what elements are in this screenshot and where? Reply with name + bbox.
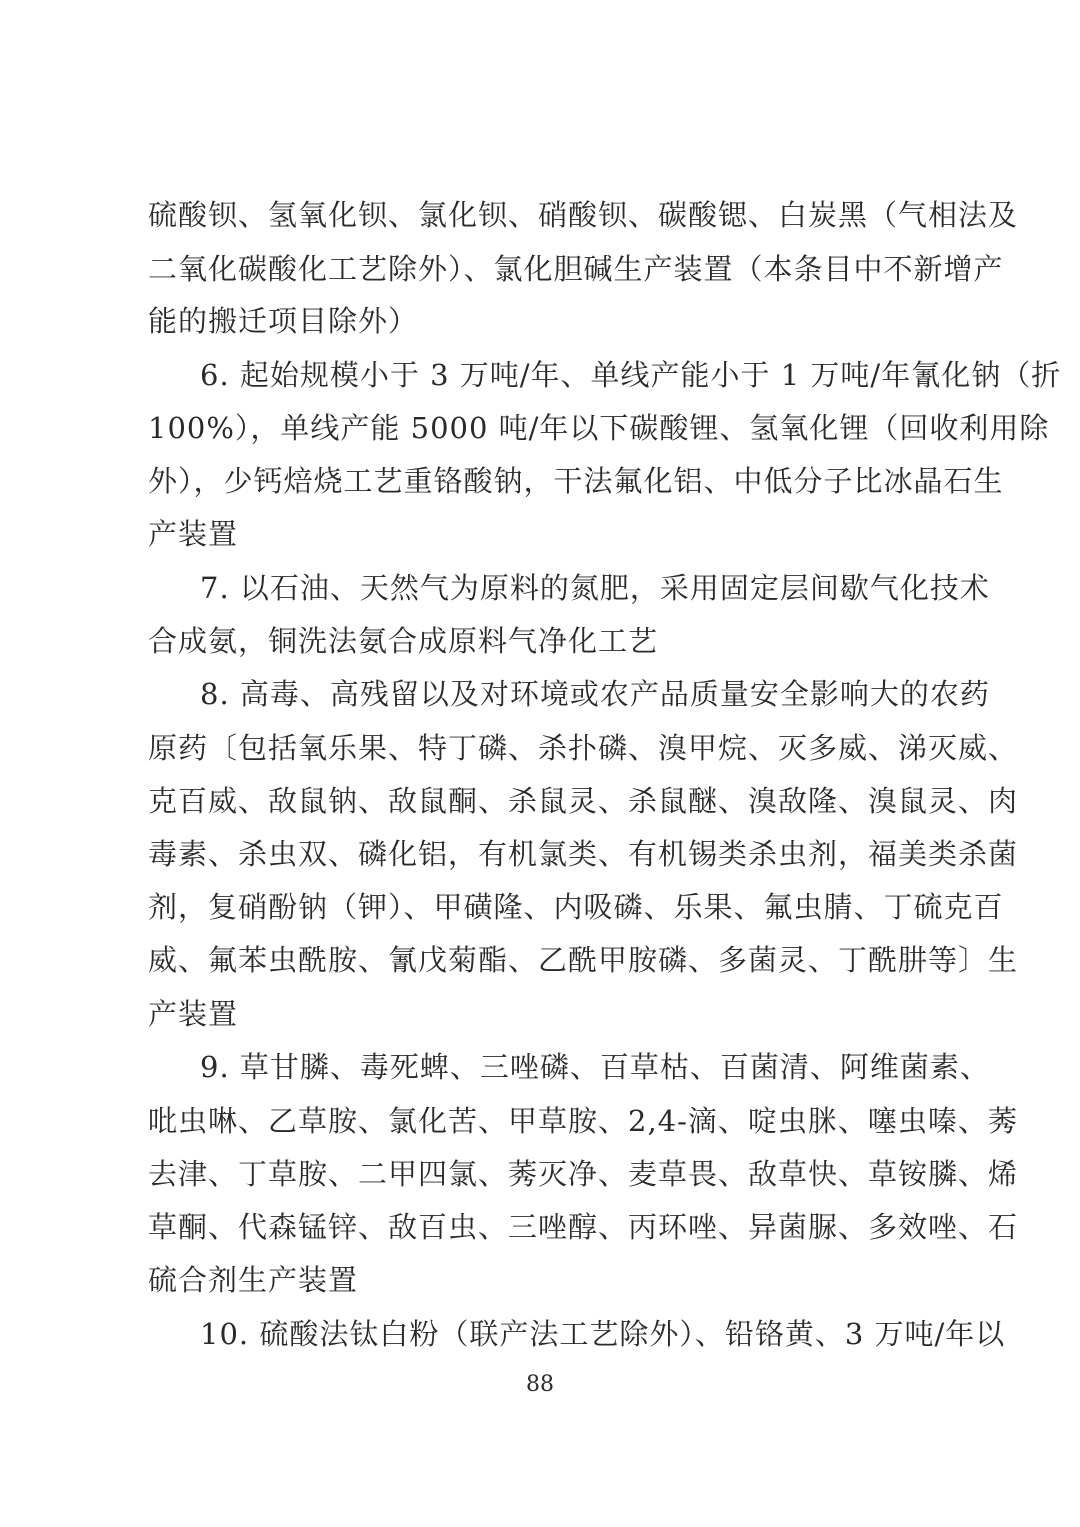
text-line: 原药〔包括氧乐果、特丁磷、杀扑磷、溴甲烷、灭多威、涕灭威、: [148, 731, 1019, 765]
text-line: 7. 以石油、天然气为原料的氮肥，采用固定层间歇气化技术: [200, 571, 990, 605]
text-line: 硫合剂生产装置: [148, 1263, 359, 1297]
text-line: 100%），单线产能 5000 吨/年以下碳酸锂、氢氧化锂（回收利用除: [148, 411, 1050, 445]
text-line: 能的搬迁项目除外）: [148, 304, 419, 338]
text-line: 硫酸钡、氢氧化钡、氯化钡、硝酸钡、碳酸锶、白炭黑（气相法及: [148, 198, 1019, 232]
text-line: 毒素、杀虫双、磷化铝，有机氯类、有机锡类杀虫剂，福美类杀菌: [148, 837, 1019, 871]
text-line: 9. 草甘膦、毒死蜱、三唑磷、百草枯、百菌清、阿维菌素、: [200, 1050, 990, 1084]
text-line: 8. 高毒、高残留以及对环境或农产品质量安全影响大的农药: [200, 677, 990, 711]
text-line: 产装置: [148, 517, 239, 551]
text-line: 10. 硫酸法钛白粉（联产法工艺除外）、铅铬黄、3 万吨/年以: [200, 1317, 1006, 1351]
text-line: 去津、丁草胺、二甲四氯、莠灭净、麦草畏、敌草快、草铵膦、烯: [148, 1157, 1019, 1191]
text-line: 外），少钙焙烧工艺重铬酸钠，干法氟化铝、中低分子比冰晶石生: [148, 464, 1004, 498]
text-line: 威、氟苯虫酰胺、氰戊菊酯、乙酰甲胺磷、多菌灵、丁酰肼等〕生: [148, 943, 1019, 977]
page-number: 88: [526, 1372, 554, 1397]
text-line: 产装置: [148, 997, 239, 1031]
text-line: 合成氨，铜洗法氨合成原料气净化工艺: [148, 624, 659, 658]
text-line: 克百威、敌鼠钠、敌鼠酮、杀鼠灵、杀鼠醚、溴敌隆、溴鼠灵、肉: [148, 784, 1019, 818]
text-line: 草酮、代森锰锌、敌百虫、三唑醇、丙环唑、异菌脲、多效唑、石: [148, 1210, 1019, 1244]
text-line: 6. 起始规模小于 3 万吨/年、单线产能小于 1 万吨/年氰化钠（折: [200, 358, 1062, 392]
text-line: 二氧化碳酸化工艺除外）、氯化胆碱生产装置（本条目中不新增产: [148, 252, 1004, 286]
text-line: 剂，复硝酚钠（钾）、甲磺隆、内吸磷、乐果、氟虫腈、丁硫克百: [148, 890, 1004, 924]
text-line: 吡虫啉、乙草胺、氯化苦、甲草胺、2,4-滴、啶虫脒、噻虫嗪、莠: [148, 1104, 1018, 1138]
